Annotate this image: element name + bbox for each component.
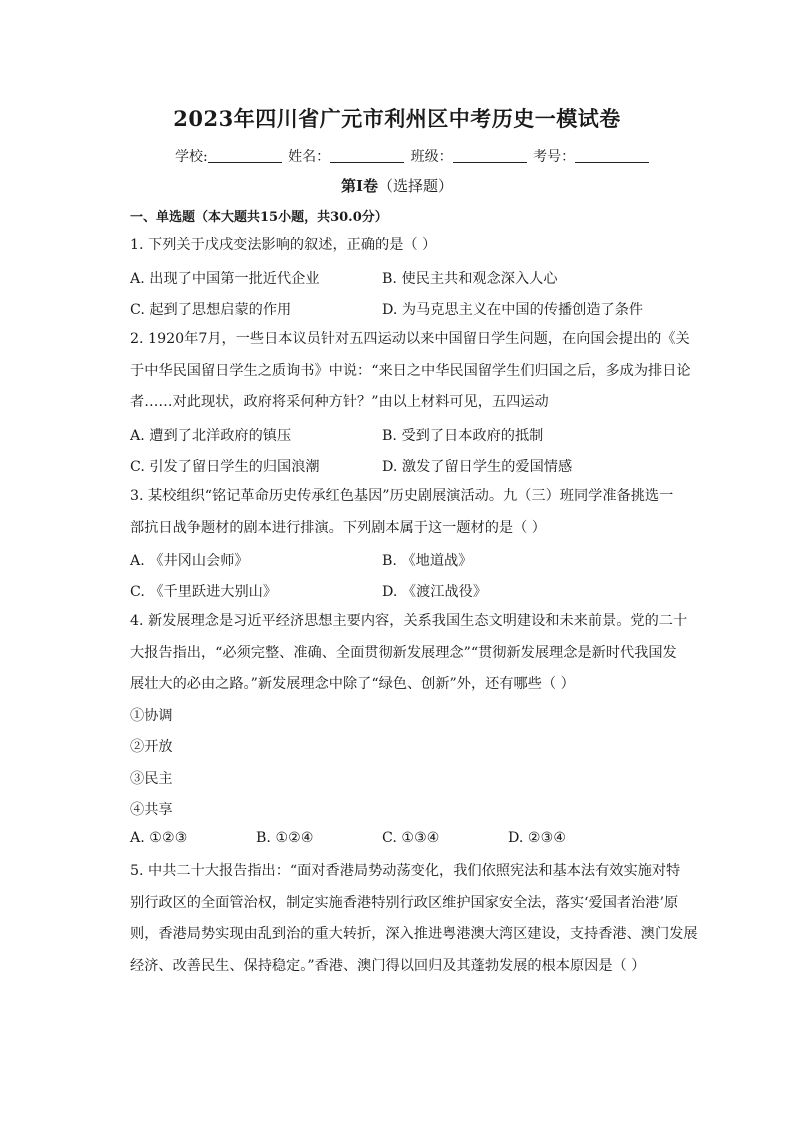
school-blank[interactable] [208,148,282,163]
option-a[interactable]: A. 《井冈山会师》 [130,553,249,569]
question-2 [130,324,691,419]
choice-item-2: ②开放 [130,739,173,755]
part-title-main: 第I卷 [340,177,378,195]
option-c[interactable]: C. ①③④ [382,830,440,846]
section-heading: 一、单选题（本大题共15小题，共30.0分） [130,210,388,225]
option-a[interactable]: A. 遭到了北洋政府的镇压 [130,428,292,444]
option-c[interactable]: C. 《千里跃进大别山》 [130,584,278,600]
exam-number-blank[interactable] [575,148,649,163]
choice-item-1: ①协调 [130,707,173,724]
name-blank[interactable] [330,148,404,163]
question-line: 者……对此现状，政府将采何种方针？”由以上材料可见，五四运动 [130,394,549,410]
choice-item-4: ④共享 [130,802,173,818]
question-3 [130,481,674,544]
question-line: 于中华民国留日学生之质询书》中说：“来日之中华民国留学生们归国之后，多成为排日论 [130,362,691,379]
student-info-fields [175,146,651,166]
option-a[interactable]: A. 出现了中国第一批近代企业 [130,271,320,287]
option-d[interactable]: D. 为马克思主义在中国的传播创造了条件 [382,302,644,318]
question-line: 1. 下列关于戊戌变法影响的叙述，正确的是（ ） [130,237,437,253]
class-blank[interactable] [453,148,527,163]
class-label: 班级： [410,149,453,165]
part-title-sub: （选择题） [378,177,454,195]
question-line: 2. 1920年7月，一些日本议员针对五四运动以来中国留日学生问题，在向国会提出的《关 [130,331,690,347]
exam-number-label: 考号： [533,149,576,165]
question-line: 4. 新发展理念是习近平经济思想主要内容，关系我国生态文明建设和未来前景。党的二十 [130,613,688,629]
option-c[interactable]: C. 起到了思想启蒙的作用 [130,302,292,318]
question-4 [130,606,688,827]
option-d[interactable]: D. ②③④ [508,830,567,846]
question-line: 经济、改善民生、保持稳定。”香港、澳门得以回归及其蓬勃发展的根本原因是（ ） [130,957,646,974]
option-d[interactable]: D. 《渡江战役》 [382,584,488,600]
option-b[interactable]: B. 《地道战》 [382,553,473,569]
question-line: 则，香港局势实现由乱到治的重大转折，深入推进粤港澳大湾区建设，支持香港、澳门发展 [130,926,698,942]
question-line: 部抗日战争题材的剧本进行排演。下列剧本属于这一题材的是（ ） [130,519,546,536]
question-5 [130,856,698,982]
question-line: 展壮大的必由之路。”新发展理念中除了“绿色、创新”外，还有哪些（ ） [130,676,575,692]
option-a[interactable]: A. ①②③ [130,830,188,846]
option-b[interactable]: B. 受到了日本政府的抵制 [382,428,544,444]
option-c[interactable]: C. 引发了留日学生的归国浪潮 [130,459,320,475]
part-title [0,175,794,196]
school-label: 学校: [175,149,208,165]
name-label: 姓名： [288,149,331,165]
choice-item-3: ③民主 [130,770,173,787]
question-1 [130,230,665,262]
option-d[interactable]: D. 激发了留日学生的爱国情感 [382,459,573,475]
question-line: 5. 中共二十大报告指出：“面对香港局势动荡变化，我们依照宪法和基本法有效实施对特 [130,863,681,879]
question-line: 3. 某校组织“铭记革命历史传承红色基因”历史剧展演活动。九（三）班同学准备挑选一 [130,488,674,504]
question-line: 大报告指出，“必须完整、准确、全面贯彻新发展理念”“贯彻新发展理念是新时代我国发 [130,644,677,661]
option-b[interactable]: B. ①②④ [256,830,314,846]
question-line: 别行政区的全面管治权，制定实施香港特别行政区维护国家安全法，落实‘爱国者治港’原 [130,894,679,911]
option-b[interactable]: B. 使民主共和观念深入人心 [382,271,558,287]
page-title: 2023年四川省广元市利州区中考历史一模试卷 [173,106,621,131]
